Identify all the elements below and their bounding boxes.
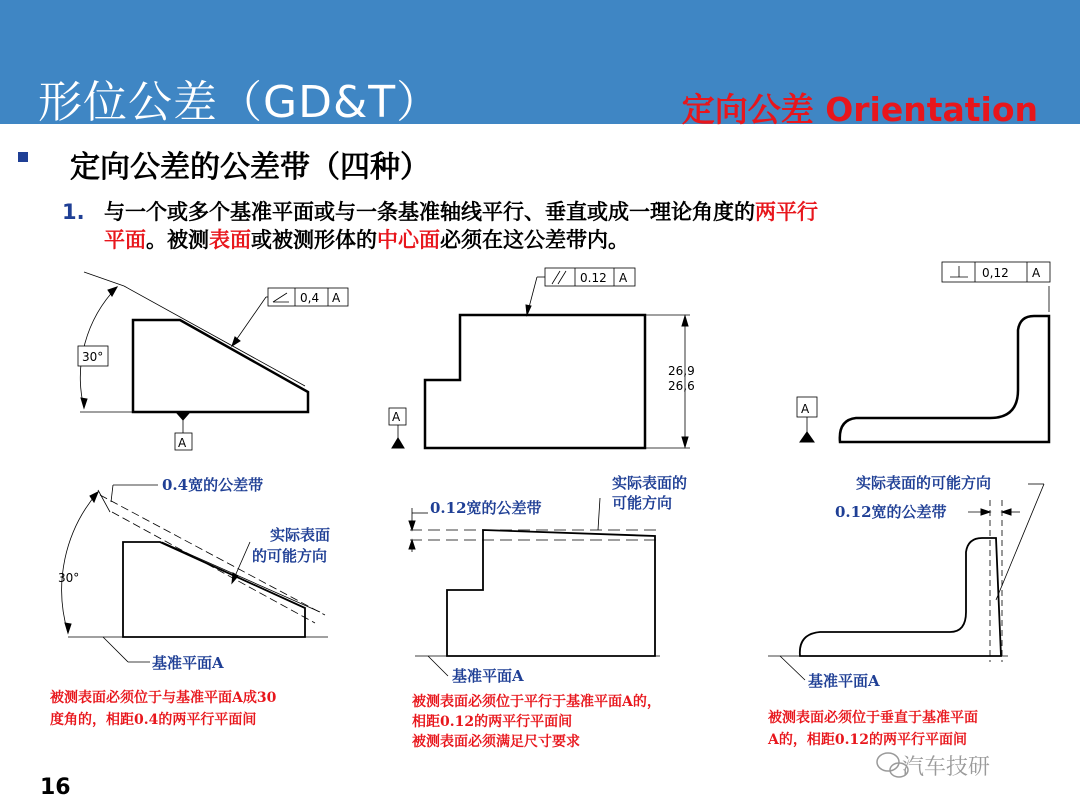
angularity-zone-label: 0.4宽的公差带 — [162, 476, 264, 494]
parallelism-dim-lower: 26,6 — [668, 379, 695, 393]
parallelism-zone-label: 0.12宽的公差带 — [430, 499, 542, 517]
parallelism-dim-upper: 26,9 — [668, 364, 695, 378]
parallelism-datum-label: A — [392, 410, 401, 424]
item-text-part: 或被测形体的 — [251, 228, 377, 252]
perpendicularity-note-line-2: A的，相距0.12的两平行平面间 — [768, 732, 967, 748]
perpendicularity-surface-label: 实际表面的可能方向 — [856, 474, 992, 492]
perpendicularity-datum-plane: 基准平面A — [808, 672, 880, 690]
bullet-heading: 定向公差的公差带（四种） — [70, 150, 430, 185]
parallelism-note-line-2: 相距0.12的两平行平面间 — [412, 714, 573, 730]
angularity-datum-label: A — [178, 436, 187, 450]
perpendicularity-datum-label: A — [801, 402, 810, 416]
angularity-note-line-1: 被测表面必须位于与基准平面A成30 — [50, 690, 277, 706]
angularity-surface-label-1: 实际表面 — [270, 526, 331, 544]
page-number: 16 — [40, 775, 71, 800]
watermark-text: 汽车技研 — [902, 755, 991, 780]
angularity-zone-drawing — [62, 485, 331, 662]
parallelism-surface-label-2: 可能方向 — [612, 494, 673, 512]
angularity-angle-label: 30° — [82, 350, 104, 364]
slide-title: 形位公差（GD&T） — [38, 77, 442, 128]
parallelism-part-drawing — [389, 268, 690, 448]
item-text-highlight: 平面 — [104, 228, 146, 252]
item-text-part: 必须在这公差带内。 — [440, 228, 629, 252]
angularity-datum-plane: 基准平面A — [152, 654, 224, 672]
item-text-part: 。被测 — [146, 228, 209, 252]
angularity-frame-datum: A — [332, 291, 341, 305]
angularity-angle-label-2: 30° — [58, 571, 80, 585]
item-text-highlight: 中心面 — [377, 228, 440, 252]
parallelism-zone-drawing — [409, 498, 660, 676]
perpendicularity-frame-datum: A — [1032, 266, 1041, 280]
perpendicularity-note-line-1: 被测表面必须位于垂直于基准平面 — [768, 710, 978, 726]
perpendicularity-frame-value: 0,12 — [982, 266, 1009, 280]
perpendicularity-part-drawing — [797, 262, 1050, 442]
item-text-highlight: 表面 — [209, 228, 251, 252]
perpendicularity-zone-label: 0.12宽的公差带 — [835, 503, 947, 521]
parallelism-surface-label-1: 实际表面的 — [612, 474, 688, 492]
slide-subtitle: 定向公差 Orientation — [681, 90, 1038, 129]
item-text-part: 与一个或多个基准平面或与一条基准轴线平行、垂直或成一理论角度的 — [104, 200, 755, 224]
parallelism-datum-plane: 基准平面A — [452, 667, 524, 685]
parallelism-frame-value: 0.12 — [580, 271, 607, 285]
parallelism-note-line-1: 被测表面必须位于平行于基准平面A的， — [412, 694, 661, 710]
item-number: 1. — [62, 200, 85, 224]
angularity-surface-label-2: 的可能方向 — [252, 547, 328, 565]
parallelism-frame-datum: A — [619, 271, 628, 285]
parallelism-note-line-3: 被测表面必须满足尺寸要求 — [412, 734, 580, 750]
item-text-highlight: 两平行 — [755, 200, 818, 224]
angularity-note-line-2: 度角的，相距0.4的两平行平面间 — [50, 712, 257, 728]
angularity-frame-value: 0,4 — [300, 291, 320, 305]
